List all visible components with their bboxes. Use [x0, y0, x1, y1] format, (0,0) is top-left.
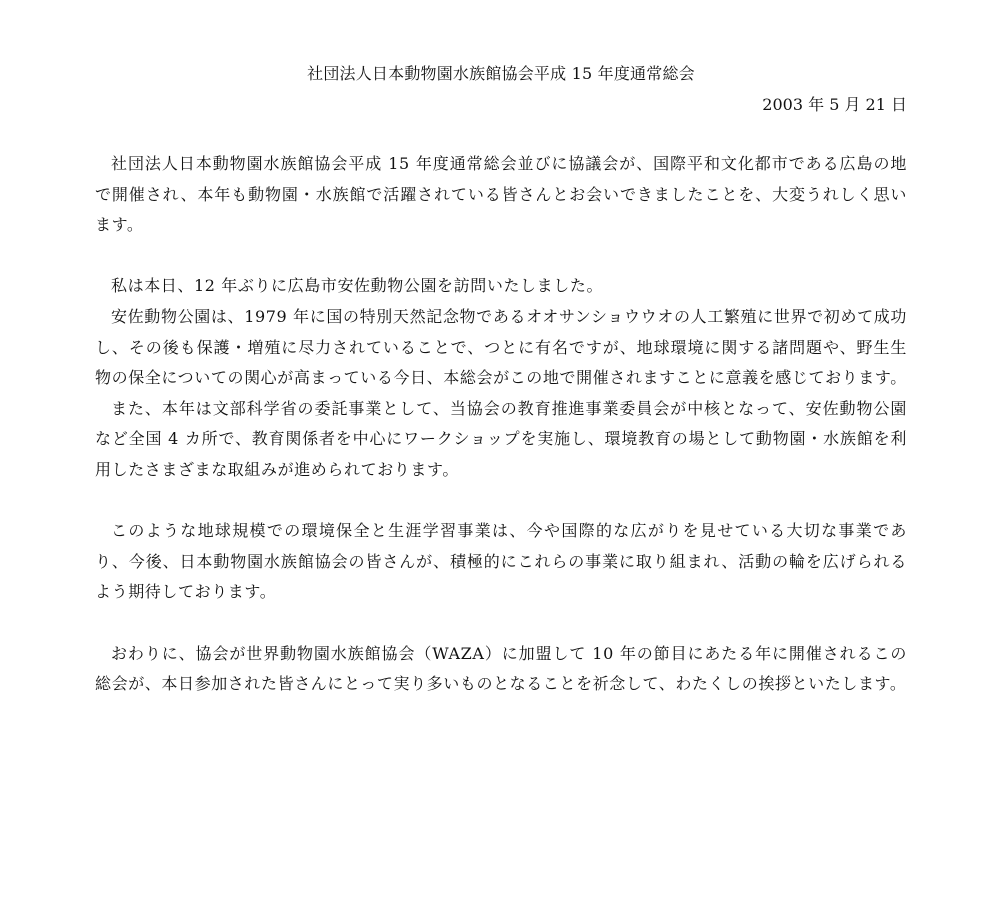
document-date: 2003 年 5 月 21 日: [762, 95, 907, 114]
paragraph-visit: 私は本日、12 年ぶりに広島市安佐動物公園を訪問いたしました。: [111, 276, 604, 296]
document-title: 社団法人日本動物園水族館協会平成 15 年度通常総会: [307, 64, 695, 83]
document-body: [95, 58, 907, 700]
paragraph-expectations: このような地球規模での環境保全と生涯学習事業は、今や国際的な広がりを見せている大切な事業であり、今後、日本動物園水族館協会の皆さんが、積極的にこれらの事業に取り組まれ、活動の輪を広げられるよう期待しております。: [95, 521, 907, 602]
paragraph-education-project: また、本年は文部科学省の委託事業として、当協会の教育推進事業委員会が中核となって、安佐動物公園など全国 4 カ所で、教育関係者を中心にワークショップを実施し、環境教育の場として動物園・水族館を利用したさまざまな取組みが進められております。: [95, 398, 907, 479]
paragraph-closing: おわりに、協会が世界動物園水族館協会（WAZA）に加盟して 10 年の節目にあたる年に開催されるこの総会が、本日参加された皆さんにとって実り多いものとなることを祈念して、わたくしの挨拶といたします。: [95, 643, 907, 694]
paragraph-opening: 社団法人日本動物園水族館協会平成 15 年度通常総会並びに協議会が、国際平和文化都市である広島の地で開催され、本年も動物園・水族館で活躍されている皆さんとお会いできましたことを、大変うれしく思います。: [95, 154, 907, 235]
paragraph-asa-zoo: 安佐動物公園は、1979 年に国の特別天然記念物であるオオサンショウウオの人工繁殖に世界で初めて成功し、その後も保護・増殖に尽力されていることで、つとに有名ですが、地球環境に関する諸問題や、野生生物の保全についての関心が高まっている今日、本総会がこの地で開催されますことに意義を感じております。: [95, 306, 907, 388]
